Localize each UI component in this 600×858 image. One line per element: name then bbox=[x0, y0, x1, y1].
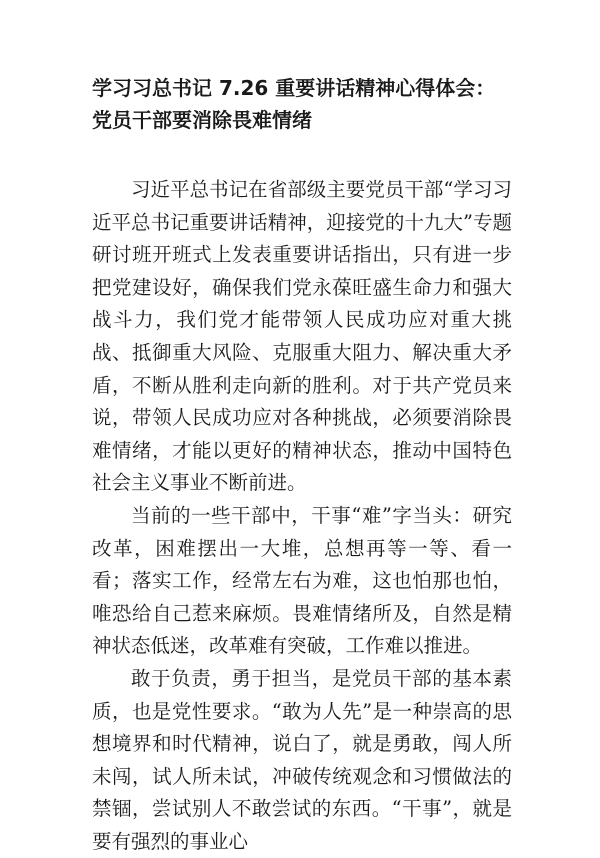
paragraph: 当前的一些干部中，干事“难”字当头：研究改革，困难摆出一大堆，总想再等一等、看一看；落实工作，经常左右为难，这也怕那也怕，唯恐给自己惹来麻烦。畏难情绪所及，自然是精神状态低迷，改革难有突破，工作难以推进。 bbox=[92, 503, 512, 658]
paragraph: 敢于负责，勇于担当，是党员干部的基本素质，也是党性要求。“敢为人先”是一种崇高的思想境界和时代精神，说白了，就是勇敢，闯人所未闯，试人所未试，冲破传统观念和习惯做法的禁锢，尝试别人不敢尝试的东西。“干事”，就是要有强烈的事业心 bbox=[92, 666, 512, 853]
document-body bbox=[92, 174, 512, 858]
paragraph: 习近平总书记在省部级主要党员干部“学习习近平总书记重要讲话精神，迎接党的十九大”专题研讨班开班式上发表重要讲话指出，只有进一步把党建设好，确保我们党永葆旺盛生命力和强大战斗力，我们党才能带领人民成功应对重大挑战、抵御重大风险、克服重大阻力、解决重大矛盾，不断从胜利走向新的胜利。对于共产党员来说，带领人民成功应对各种挑战，必须要消除畏难情绪，才能以更好的精神状态，推动中国特色社会主义事业不断前进。 bbox=[92, 178, 512, 495]
document-title: 学习习总书记 7.26 重要讲话精神心得体会：党员干部要消除畏难情绪 bbox=[92, 76, 496, 132]
